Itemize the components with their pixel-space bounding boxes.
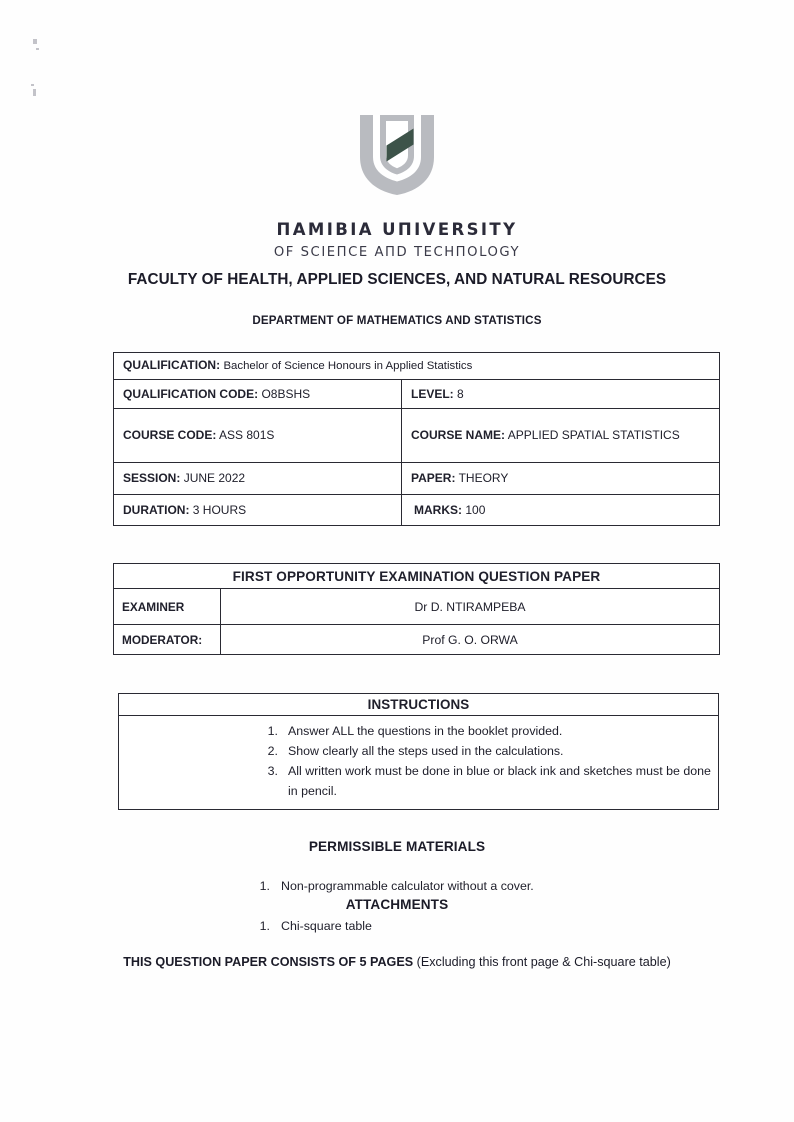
instructions-title: INSTRUCTIONS bbox=[119, 694, 719, 716]
paper-value: THEORY bbox=[458, 471, 509, 485]
course-code-value: ASS 801S bbox=[219, 428, 275, 442]
table-row bbox=[119, 694, 719, 716]
faculty-heading: FACULTY OF HEALTH, APPLIED SCIENCES, AND NATURAL RESOURCES bbox=[127, 271, 667, 288]
page-count-bold: THIS QUESTION PAPER CONSISTS OF 5 PAGES bbox=[123, 955, 414, 969]
scan-speck bbox=[33, 89, 36, 96]
list-item-number: 2. bbox=[267, 744, 278, 759]
marks-value: 100 bbox=[465, 502, 486, 517]
qualification-value: Bachelor of Science Honours in Applied Statistics bbox=[223, 360, 473, 373]
list-item-text: Chi-square table bbox=[281, 919, 372, 933]
instructions-list bbox=[119, 721, 718, 801]
qualification-code-value: O8BSHS bbox=[261, 386, 311, 401]
list-item bbox=[252, 721, 718, 741]
logo-container bbox=[0, 110, 794, 198]
permissible-materials-item bbox=[246, 878, 534, 895]
examiner-moderator-table bbox=[113, 563, 720, 655]
moderator-name: Prof G. O. ORWA bbox=[221, 625, 720, 655]
level-label: LEVEL: bbox=[411, 386, 454, 401]
course-code-label: COURSE CODE: bbox=[123, 428, 217, 442]
qualification-code-cell bbox=[114, 380, 402, 409]
table-row bbox=[114, 589, 720, 625]
marks-cell bbox=[402, 495, 720, 526]
list-item-number: 3. bbox=[267, 764, 278, 779]
duration-cell bbox=[114, 495, 402, 526]
scan-speck bbox=[33, 39, 37, 44]
session-label: SESSION: bbox=[123, 471, 181, 485]
level-value: 8 bbox=[457, 386, 464, 401]
table-row bbox=[114, 409, 720, 463]
table-row bbox=[114, 495, 720, 526]
university-wordmark bbox=[0, 222, 794, 259]
session-cell bbox=[114, 463, 402, 495]
table-row bbox=[119, 716, 719, 810]
list-item-text: Answer ALL the questions in the booklet provided. bbox=[288, 724, 563, 738]
instructions-table bbox=[118, 693, 719, 810]
nust-shield-logo bbox=[353, 110, 441, 198]
list-item bbox=[252, 761, 718, 801]
course-name-label: COURSE NAME: bbox=[411, 428, 506, 442]
instructions-body bbox=[119, 716, 719, 810]
permissible-materials-title: PERMISSIBLE MATERIALS bbox=[308, 839, 486, 854]
course-code-cell bbox=[114, 409, 402, 463]
level-cell bbox=[402, 380, 720, 409]
list-item-text: Show clearly all the steps used in the calculations. bbox=[288, 744, 564, 759]
moderator-label: MODERATOR: bbox=[114, 625, 221, 655]
scan-speck bbox=[31, 84, 34, 86]
exam-info-table bbox=[113, 352, 720, 526]
examiner-label: EXAMINER bbox=[114, 589, 221, 625]
examiner-name: Dr D. NTIRAMPEBA bbox=[221, 589, 720, 625]
qualification-label: QUALIFICATION: bbox=[123, 358, 221, 373]
duration-value: 3 HOURS bbox=[192, 502, 247, 517]
exam-paper-title: FIRST OPPORTUNITY EXAMINATION QUESTION PAPER bbox=[114, 564, 720, 589]
session-value: JUNE 2022 bbox=[183, 471, 246, 485]
university-name-line1: ΠAMIBIA UΠIVERSITY bbox=[276, 220, 518, 239]
qualification-cell bbox=[114, 353, 720, 380]
table-row bbox=[114, 463, 720, 495]
list-item-text: All written work must be done in blue or black ink and sketches must be done in pencil. bbox=[288, 764, 711, 799]
page-count-normal: (Excluding this front page & Chi-square table) bbox=[413, 955, 671, 969]
duration-label: DURATION: bbox=[123, 502, 190, 517]
table-row bbox=[114, 625, 720, 655]
list-item-number: 1. bbox=[267, 724, 278, 738]
qualification-code-label: QUALIFICATION CODE: bbox=[123, 386, 259, 401]
paper-cell bbox=[402, 463, 720, 495]
marks-label: MARKS: bbox=[414, 502, 462, 517]
department-heading: DEPARTMENT OF MATHEMATICS AND STATISTICS bbox=[252, 314, 542, 327]
list-item-number: 1. bbox=[259, 879, 270, 893]
university-name-line2: OF SCIEΠCE AΠD TECHΠOLOGY bbox=[273, 244, 521, 260]
paper-label: PAPER: bbox=[411, 471, 456, 485]
page-count-note bbox=[0, 955, 794, 969]
attachments-title: ATTACHMENTS bbox=[345, 897, 449, 912]
table-row bbox=[114, 380, 720, 409]
list-item bbox=[252, 741, 718, 761]
table-row bbox=[114, 353, 720, 380]
table-row bbox=[114, 564, 720, 589]
list-item-number: 1. bbox=[259, 919, 270, 933]
list-item-text: Non-programmable calculator without a cover. bbox=[281, 879, 534, 893]
course-name-cell bbox=[402, 409, 720, 463]
scan-speck bbox=[36, 48, 39, 50]
course-name-value: APPLIED SPATIAL STATISTICS bbox=[507, 428, 680, 442]
attachments-item bbox=[246, 918, 372, 935]
